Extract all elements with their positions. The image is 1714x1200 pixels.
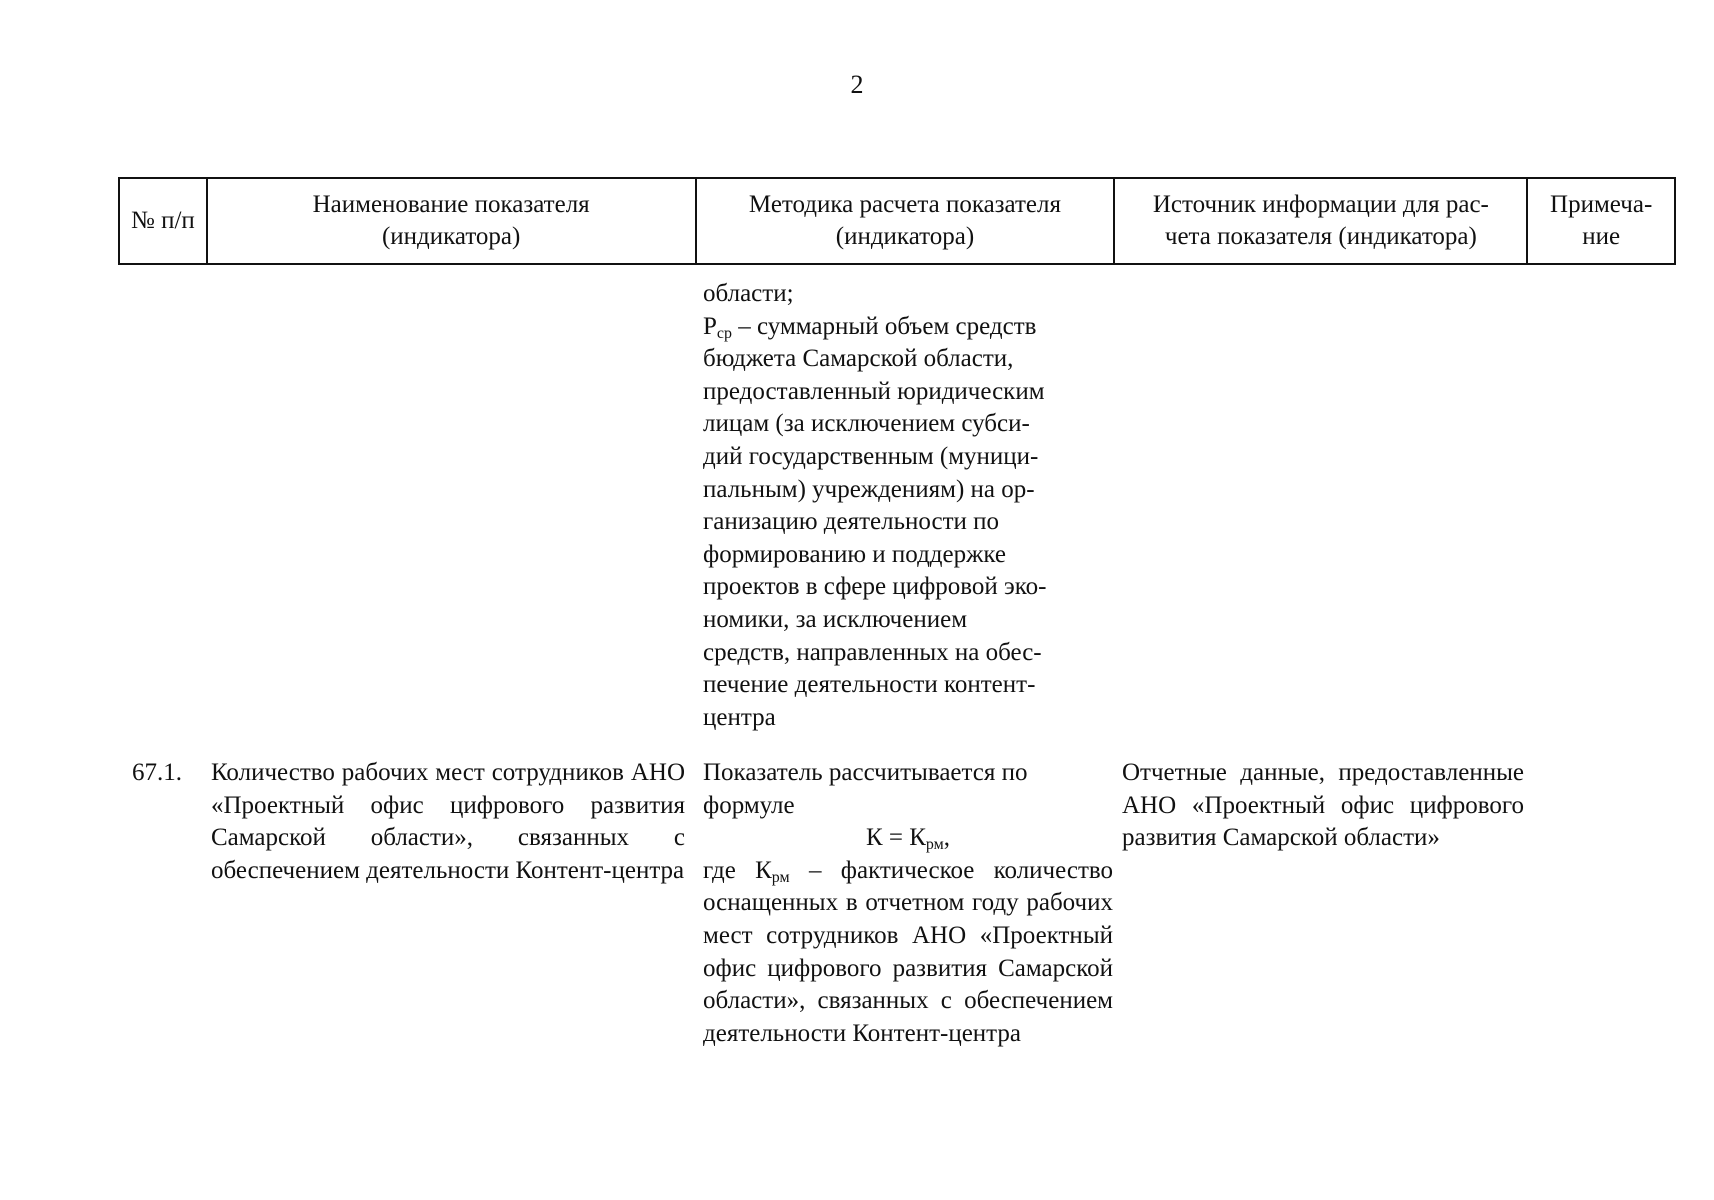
header-note [1528, 179, 1674, 263]
method-variable-definition [703, 311, 1113, 344]
method-line: формированию и поддержке [703, 540, 1006, 568]
method-line: номики, за исключением [703, 605, 968, 633]
indicator-method [703, 757, 1113, 1050]
method-line: центра [703, 703, 776, 731]
header-name-line-1: Наименование показателя [312, 191, 590, 218]
method-line: печение деятельности контент- [703, 671, 1036, 699]
header-number-label: № п/п [130, 207, 195, 234]
header-number [120, 179, 208, 263]
variable-symbol: Р [703, 312, 717, 340]
information-source: Отчетные данные, предоставленные АНО «Проектный офис цифрового развития Самарской области» [1122, 759, 1524, 852]
header-name [208, 179, 697, 263]
where-text: – фактическое количество оснащенных в отчетном году рабочих мест сотрудников АНО «Проектный офис цифрового развития Самарской области», связанных с обеспечением деятельности Контент-центра [703, 856, 1113, 1047]
method-line: средств, направленных на обес- [703, 638, 1042, 666]
page-number: 2 [850, 70, 864, 99]
method-line: бюджета Самарской области, [703, 345, 1014, 373]
header-note-line-2: ние [1582, 223, 1621, 250]
method-intro-line-2: формуле [703, 791, 795, 819]
formula [703, 822, 1113, 855]
variable-subscript: ср [716, 324, 733, 342]
method-line: проектов в сфере цифровой эко- [703, 573, 1047, 601]
method-line: дий государственным (муници- [703, 442, 1039, 470]
method-line: ганизацию деятельности по [703, 508, 1000, 536]
where-prefix: где К [703, 856, 772, 884]
header-source-line-2: чета показателя (индикатора) [1164, 223, 1477, 250]
indicator-name: Количество рабочих мест сотрудников АНО «Проектный офис цифрового развития Самарской области», связанных с обеспечением деятельности Контент-центра [211, 759, 685, 884]
method-line: предоставленный юридическим [703, 377, 1045, 405]
method-line: лицам (за исключением субси- [703, 410, 1030, 438]
formula-tail: , [943, 824, 951, 852]
header-note-line-1: Примеча- [1550, 191, 1653, 218]
header-method-line-1: Методика расчета показателя [748, 191, 1062, 218]
header-method-line-2: (индикатора) [835, 223, 975, 250]
method-intro-line-1: Показатель рассчитывается по [703, 759, 1028, 786]
variable-definition-text: – суммарный объем средств [732, 312, 1037, 340]
formula-left: К = К [865, 824, 926, 852]
header-source-line-1: Источник информации для рас- [1152, 191, 1489, 218]
where-subscript: рм [771, 868, 790, 886]
table-header [118, 177, 1676, 265]
method-line: области; [703, 280, 794, 307]
header-source [1115, 179, 1528, 263]
header-name-line-2: (индикатора) [381, 223, 521, 250]
formula-explanation [703, 855, 1113, 1051]
continued-method-cell [703, 278, 1113, 734]
formula-subscript: рм [925, 836, 944, 854]
row-number: 67.1. [132, 759, 182, 786]
method-line: пальным) учреждениям) на ор- [703, 475, 1035, 503]
header-method [697, 179, 1116, 263]
